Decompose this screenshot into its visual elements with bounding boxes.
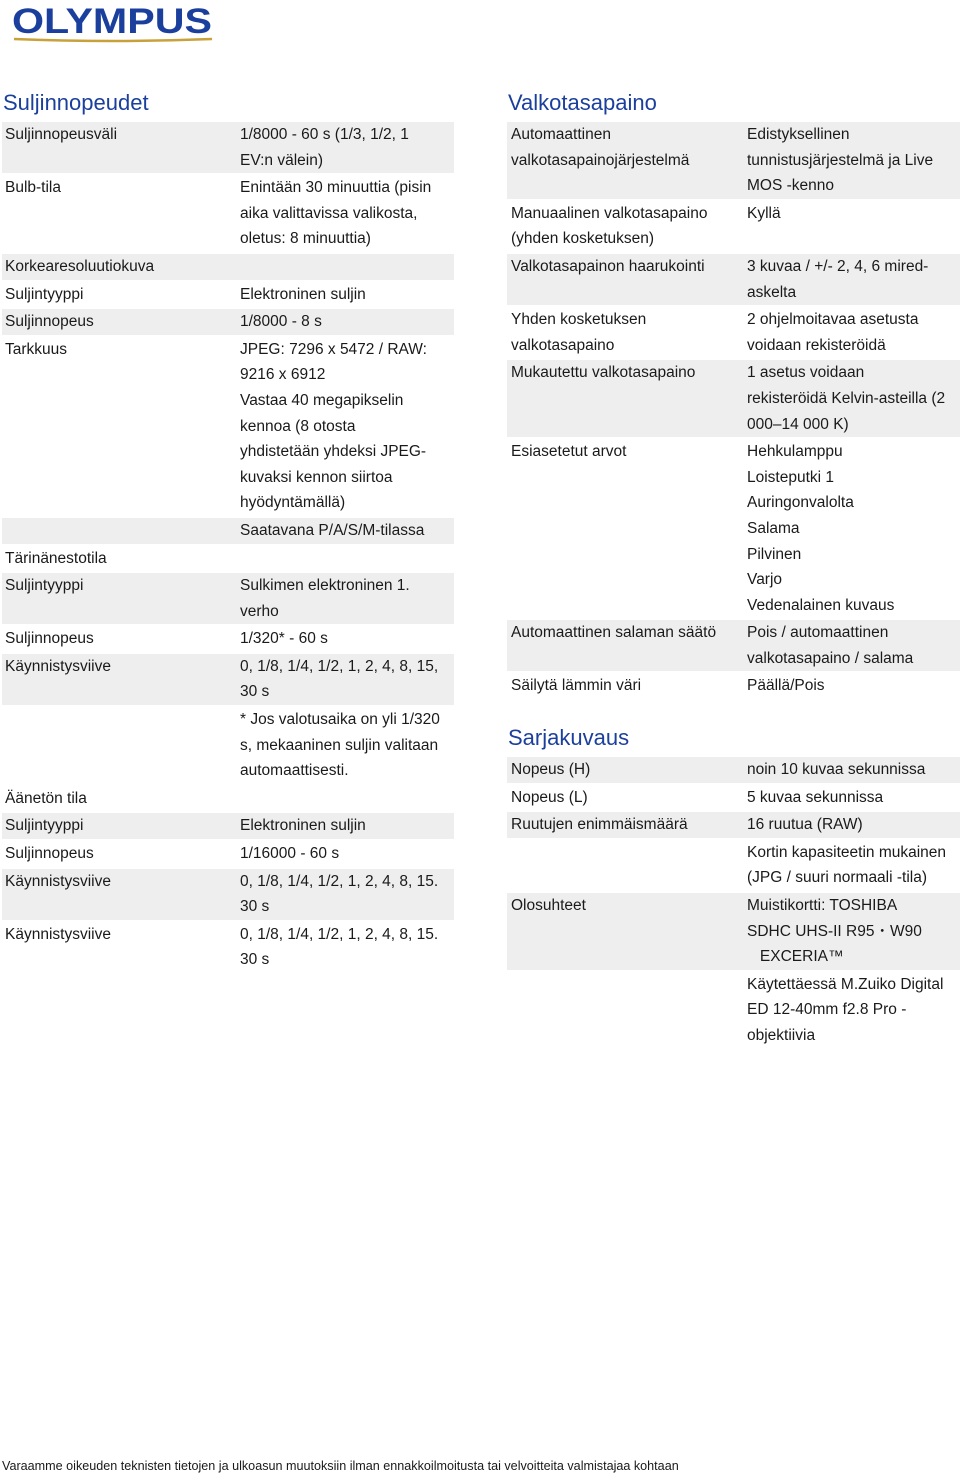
spec-value-line: askelta [747,283,797,301]
spec-value-line: oletus: 8 minuuttia) [240,230,371,248]
spec-label-line: Käynnistysviive [5,657,111,675]
footer-disclaimer: Varaamme oikeuden teknisten tietojen ja ulkoasun muutoksiin ilman ennakkoilmoitusta tai velvoitteita valmistajaa kohtaan [2,1459,679,1473]
spec-label-line: Esiasetetut arvot [511,443,627,461]
spec-value [240,786,454,812]
spec-value-line: 1 asetus voidaan [747,364,865,382]
spec-value-line: (JPG / suuri normaali -tila) [747,869,928,887]
spec-label-line [511,972,747,998]
spec-label [2,841,240,867]
spec-value [747,673,960,699]
spec-row [2,784,454,812]
spec-row [507,810,960,838]
spec-row [507,618,960,671]
spec-value-line: verho [240,602,279,620]
spec-row [507,838,960,891]
spec-value-line: kennoa (8 otosta [240,417,356,435]
spec-label [2,254,240,280]
spec-value-line: tunnistusjärjestelmä ja Live [747,151,934,169]
spec-value-line: Käytettäessä M.Zuiko Digital [747,975,944,993]
spec-label-line: valkotasapainojärjestelmä [511,151,690,169]
spec-value-line: voidaan rekisteröidä [747,336,886,354]
spec-value-line: JPEG: 7296 x 5472 / RAW: [240,340,427,358]
spec-row [507,122,960,199]
spec-label [2,654,240,705]
spec-value [747,201,960,252]
spec-value-line: Vedenalainen kuvaus [747,596,895,614]
spec-value [747,254,960,305]
spec-value-line: yhdistetään yhdeksi JPEG- [240,443,427,461]
spec-label-line: Suljintyyppi [5,817,84,835]
spec-value [240,869,454,920]
spec-label-line: Valkotasapainon haarukointi [511,257,705,275]
spec-label-line: Suljinnopeus [5,313,94,331]
spec-label-line [511,840,747,866]
spec-value-line [240,254,454,280]
spec-label-line: Säilytä lämmin väri [511,677,642,695]
spec-label-line: Suljinnopeusväli [5,126,118,143]
spec-value-line: Enintään 30 minuuttia (pisin [240,179,432,197]
spec-label [507,757,747,783]
spec-value-line: automaattisesti. [240,762,349,780]
spec-value-line: 3 kuvaa / +/- 2, 4, 6 mired- [747,257,929,275]
spec-label-line: Ruutujen enimmäismäärä [511,816,688,834]
spec-value-line: Pilvinen [747,545,802,563]
spec-label [507,620,747,671]
spec-row [2,571,454,624]
spec-value-line: ED 12-40mm f2.8 Pro - [747,1001,907,1019]
spec-value-line: 5 kuvaa sekunnissa [747,788,884,806]
spec-label [2,122,240,173]
spec-label-line: Suljinnopeus [5,630,94,648]
spec-value-line: 1/320* - 60 s [240,630,328,648]
spec-row [507,970,960,1049]
spec-label-line: Käynnistysviive [5,872,111,890]
spec-value [240,626,454,652]
spec-value-line: Elektroninen suljin [240,285,366,303]
spec-value [240,254,454,280]
spec-value [240,282,454,308]
spec-label [507,254,747,305]
spec-label-line: Nopeus (H) [511,761,591,779]
spec-value-line: Salama [747,519,800,537]
spec-value-line: 2 ohjelmoitavaa asetusta [747,311,919,329]
spec-label-line: Mukautettu valkotasapaino [511,364,696,382]
spec-label-line: Olosuhteet [511,897,586,915]
spec-label [2,518,240,544]
spec-label [507,840,747,891]
spec-row [507,757,960,783]
spec-value [240,813,454,839]
spec-value [240,122,454,173]
spec-label-line [5,518,240,544]
spec-value-line: 1/8000 - 60 s (1/3, 1/2, 1 [240,126,409,143]
spec-row [2,652,454,705]
spec-row [2,811,454,839]
spec-label [2,282,240,308]
spec-value [240,654,454,705]
spec-label [2,337,240,516]
spec-value-line: Muistikortti: TOSHIBA [747,897,898,915]
spec-value-line: 0, 1/8, 1/4, 1/2, 1, 2, 4, 8, 15. [240,925,439,943]
spec-label-line: Tärinänestotila [5,549,107,567]
spec-row [507,783,960,811]
spec-value-line: EV:n välein) [240,151,323,169]
spec-value-line: noin 10 kuvaa sekunnissa [747,761,926,779]
spec-value-line [240,786,454,812]
spec-label [507,972,747,1049]
spec-value [747,360,960,437]
spec-label [507,673,747,699]
spec-label [507,812,747,838]
spec-label [507,893,747,970]
spec-label [2,546,240,572]
spec-value [240,922,454,973]
spec-label-line: Suljinnopeus [5,845,94,863]
spec-value-line: SDHC UHS-II R95・W90 [747,922,922,940]
spec-value-line: 1/16000 - 60 s [240,845,340,863]
spec-row [2,867,454,920]
spec-value-line: Sulkimen elektroninen 1. [240,577,410,595]
spec-row [2,307,454,335]
spec-value [240,337,454,516]
section-spacer [507,699,960,723]
spec-value-line: Hehkulamppu [747,443,843,461]
spec-value-line [240,546,454,572]
spec-value-line: 0, 1/8, 1/4, 1/2, 1, 2, 4, 8, 15, [240,657,439,675]
spec-row [507,358,960,437]
spec-value-line: 000–14 000 K) [747,415,849,433]
spec-label [507,122,747,199]
spec-value-line: valkotasapaino / salama [747,649,914,667]
spec-label [507,785,747,811]
spec-label [2,309,240,335]
spec-label-line: Suljintyyppi [5,285,84,303]
spec-label-line: Bulb-tila [5,179,61,197]
spec-row [2,122,454,173]
spec-label [507,360,747,437]
spec-value-line: Päällä/Pois [747,677,825,695]
spec-label [507,439,747,618]
spec-value [747,840,960,891]
spec-value-line: Saatavana P/A/S/M-tilassa [240,521,425,539]
spec-value-line: 9216 x 6912 [240,366,326,384]
spec-value [240,841,454,867]
spec-value-line: Auringonvalolta [747,494,854,512]
spec-value-line: aika valittavissa valikosta, [240,204,418,222]
spec-value [747,812,960,838]
spec-value-line: 30 s [240,951,270,969]
spec-value-line: EXCERIA™ [747,948,844,966]
spec-value [747,439,960,618]
spec-label-line: Nopeus (L) [511,788,588,806]
spec-value [240,518,454,544]
spec-label-line: Äänetön tila [5,789,87,807]
spec-value [240,546,454,572]
spec-value-line: 30 s [240,898,270,916]
spec-value-line: Edistyksellinen [747,126,850,143]
spec-value-line: Elektroninen suljin [240,817,366,835]
spec-label-line: Korkearesoluutiokuva [5,257,155,275]
spec-label [2,175,240,252]
spec-label [507,201,747,252]
spec-label-line: Automaattinen salaman säätö [511,624,717,642]
right-column [507,88,960,1049]
spec-value-line: Varjo [747,571,783,589]
spec-label-line: Tarkkuus [5,340,68,358]
spec-row [2,544,454,572]
spec-value [240,573,454,624]
spec-value [747,122,960,199]
spec-value-line: Pois / automaattinen [747,624,889,642]
spec-value-line: Vastaa 40 megapikselin [240,391,404,409]
spec-value-line: MOS -kenno [747,177,835,195]
spec-label [2,707,240,784]
spec-row [2,839,454,867]
spec-value [747,785,960,811]
spec-row [507,891,960,970]
spec-label-line: valkotasapaino [511,336,615,354]
spec-row [507,437,960,618]
spec-row [507,252,960,305]
spec-value-line: hyödyntämällä) [240,494,346,512]
spec-value-line: * Jos valotusaika on yli 1/320 [240,711,440,729]
spec-label-line: Automaattinen [511,126,611,143]
spec-value [747,757,960,783]
spec-row [2,335,454,516]
spec-label-line: Suljintyyppi [5,577,84,595]
spec-label [2,786,240,812]
spec-label [2,626,240,652]
spec-label [2,813,240,839]
sequential-shooting-section [507,723,960,1049]
brand-wordmark: OLYMPUS [12,2,212,41]
spec-value-line: s, mekaaninen suljin valitaan [240,736,439,754]
spec-row [507,671,960,699]
spec-value-line: objektiivia [747,1027,816,1044]
spec-value-line: 1/8000 - 8 s [240,313,322,331]
section-title: Suljinnopeudet [3,90,149,115]
spec-label-line [5,707,240,733]
spec-label [2,869,240,920]
spec-value [747,307,960,358]
spec-value-line: Loisteputki 1 [747,468,835,486]
spec-value-line: Kortin kapasiteetin mukainen [747,843,947,861]
spec-row [507,199,960,252]
white-balance-section [507,88,960,699]
spec-value [240,707,454,784]
spec-label-line: Manuaalinen valkotasapaino [511,204,708,222]
spec-value [747,620,960,671]
spec-row [2,516,454,544]
spec-value [747,972,960,1049]
spec-row [2,920,454,973]
spec-value-line: rekisteröidä Kelvin-asteilla (2 [747,389,946,407]
spec-label [2,573,240,624]
spec-row [507,305,960,358]
spec-value-line: kuvaksi kennon siirtoa [240,468,393,486]
spec-value-line: 16 ruutua (RAW) [747,816,863,834]
section-title: Sarjakuvaus [508,725,630,751]
spec-row [2,280,454,308]
spec-value [240,309,454,335]
spec-label [2,922,240,973]
spec-label-line: Yhden kosketuksen [511,311,647,329]
section-title: Valkotasapaino [508,90,657,115]
spec-value [240,175,454,252]
spec-row [2,173,454,252]
spec-value-line: Kyllä [747,204,781,222]
spec-label [507,307,747,358]
spec-value-line: 30 s [240,683,270,701]
spec-value-line: 0, 1/8, 1/4, 1/2, 1, 2, 4, 8, 15. [240,872,439,890]
spec-label-line: Käynnistysviive [5,925,111,943]
spec-label-line: (yhden kosketuksen) [511,230,655,248]
spec-row [2,624,454,652]
spec-value [747,893,960,970]
shutter-speeds-section [2,88,454,973]
olympus-logo [10,2,216,44]
spec-row [2,252,454,280]
spec-row [2,705,454,784]
